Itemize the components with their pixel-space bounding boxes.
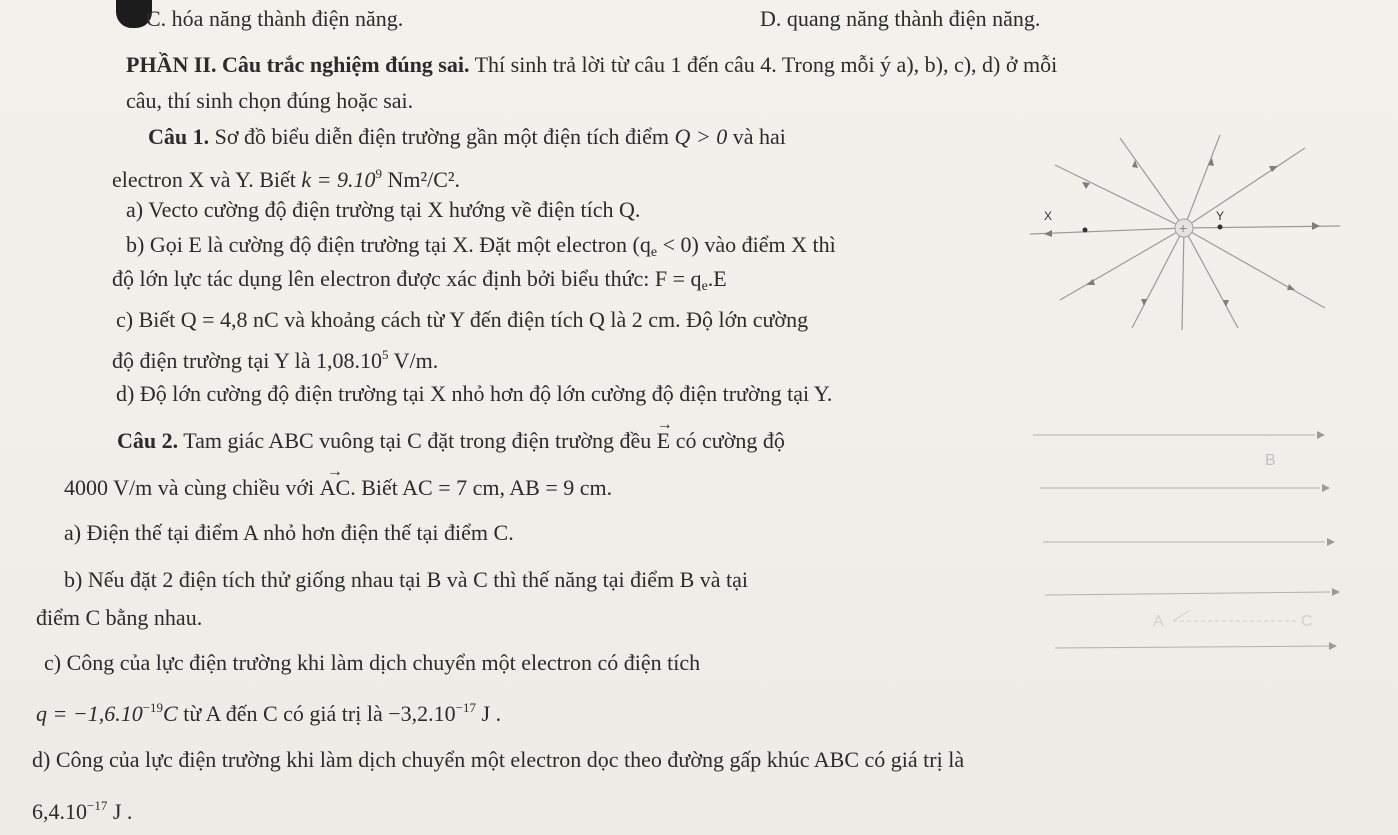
q1-stem-cont: electron X và Y. Biết $k = 9.10^9$ Nm²/C². (112, 166, 461, 192)
q2-option-c-cont: $q = -1,6.10^{-19}C$ từ A đến C có giá trị là $-3,2.10^{-17}$ J . (36, 700, 502, 726)
q1-charge-sign: + (1179, 220, 1188, 236)
q1-option-d: d) Độ lớn cường độ điện trường tại X nhỏ hơn độ lớn cường độ điện trường tại Y. (116, 381, 833, 406)
option-d: D. quang năng thành điện năng. (760, 6, 1041, 31)
q2-label-c: C (1301, 613, 1313, 630)
q1-label-y: Y (1216, 209, 1225, 223)
q1-option-c-cont: độ điện trường tại Y là 1,08.10$^5$ V/m. (112, 347, 439, 373)
option-c: C. hóa năng thành điện năng. (146, 6, 404, 31)
q2-label: Câu 2. (117, 428, 179, 453)
q2-option-d-cont: $6,4.10^{-17}$ J . (32, 798, 133, 824)
q1-label-x: X (1044, 209, 1053, 223)
q2-option-b-cont: điểm C bằng nhau. (36, 605, 203, 630)
q1-option-a: a) Vecto cường độ điện trường tại X hướng về điện tích Q. (126, 197, 641, 222)
q2-option-d: d) Công của lực điện trường khi làm dịch chuyển một electron dọc theo đường gấp khúc ABC có giá trị là (32, 747, 965, 772)
q2-option-b: b) Nếu đặt 2 điện tích thử giống nhau tại B và C thì thế năng tại điểm B và tại (64, 567, 749, 592)
q1-option-b: b) Gọi E là cường độ điện trường tại X. Đặt một electron $(q_e < 0)$ vào điểm X thì (126, 232, 836, 260)
q1-option-c: c) Biết Q = 4,8 nC và khoảng cách từ Y đến điện tích Q là 2 cm. Độ lớn cường (116, 307, 809, 332)
section-instruction: PHẦN II. Câu trắc nghiệm đúng sai. Thí sinh trả lời từ câu 1 đến câu 4. Trong mỗi ý a), b), c), d) ở mỗi (126, 52, 1058, 77)
q2-option-c: c) Công của lực điện trường khi làm dịch chuyển một electron có điện tích (44, 650, 701, 675)
q1-stem: Câu 1. Sơ đồ biểu diễn điện trường gần một điện tích điểm Q > 0 và hai (148, 124, 786, 149)
q2-label-a: A (1153, 613, 1164, 630)
q2-field-diagram (1025, 420, 1340, 660)
q2-label-b: B (1265, 452, 1276, 469)
section-instruction-cont: câu, thí sinh chọn đúng hoặc sai. (126, 88, 414, 113)
q1-label: Câu 1. (148, 124, 210, 149)
q2-stem: Câu 2. Tam giác ABC vuông tại C đặt trong điện trường đều → E có cường độ (117, 427, 785, 455)
q2-option-a: a) Điện thế tại điểm A nhỏ hơn điện thế tại điểm C. (64, 520, 514, 545)
q1-option-b-cont: độ lớn lực tác dụng lên electron được xác định bởi biểu thức: $F = q_e.E$ (112, 266, 727, 294)
q2-stem-cont: 4000 V/m và cùng chiều với → AC. Biết AC = 7 cm, AB = 9 cm. (64, 474, 612, 502)
section-title: PHẦN II. Câu trắc nghiệm đúng sai. (126, 52, 470, 77)
q1-field-diagram (1020, 130, 1350, 340)
